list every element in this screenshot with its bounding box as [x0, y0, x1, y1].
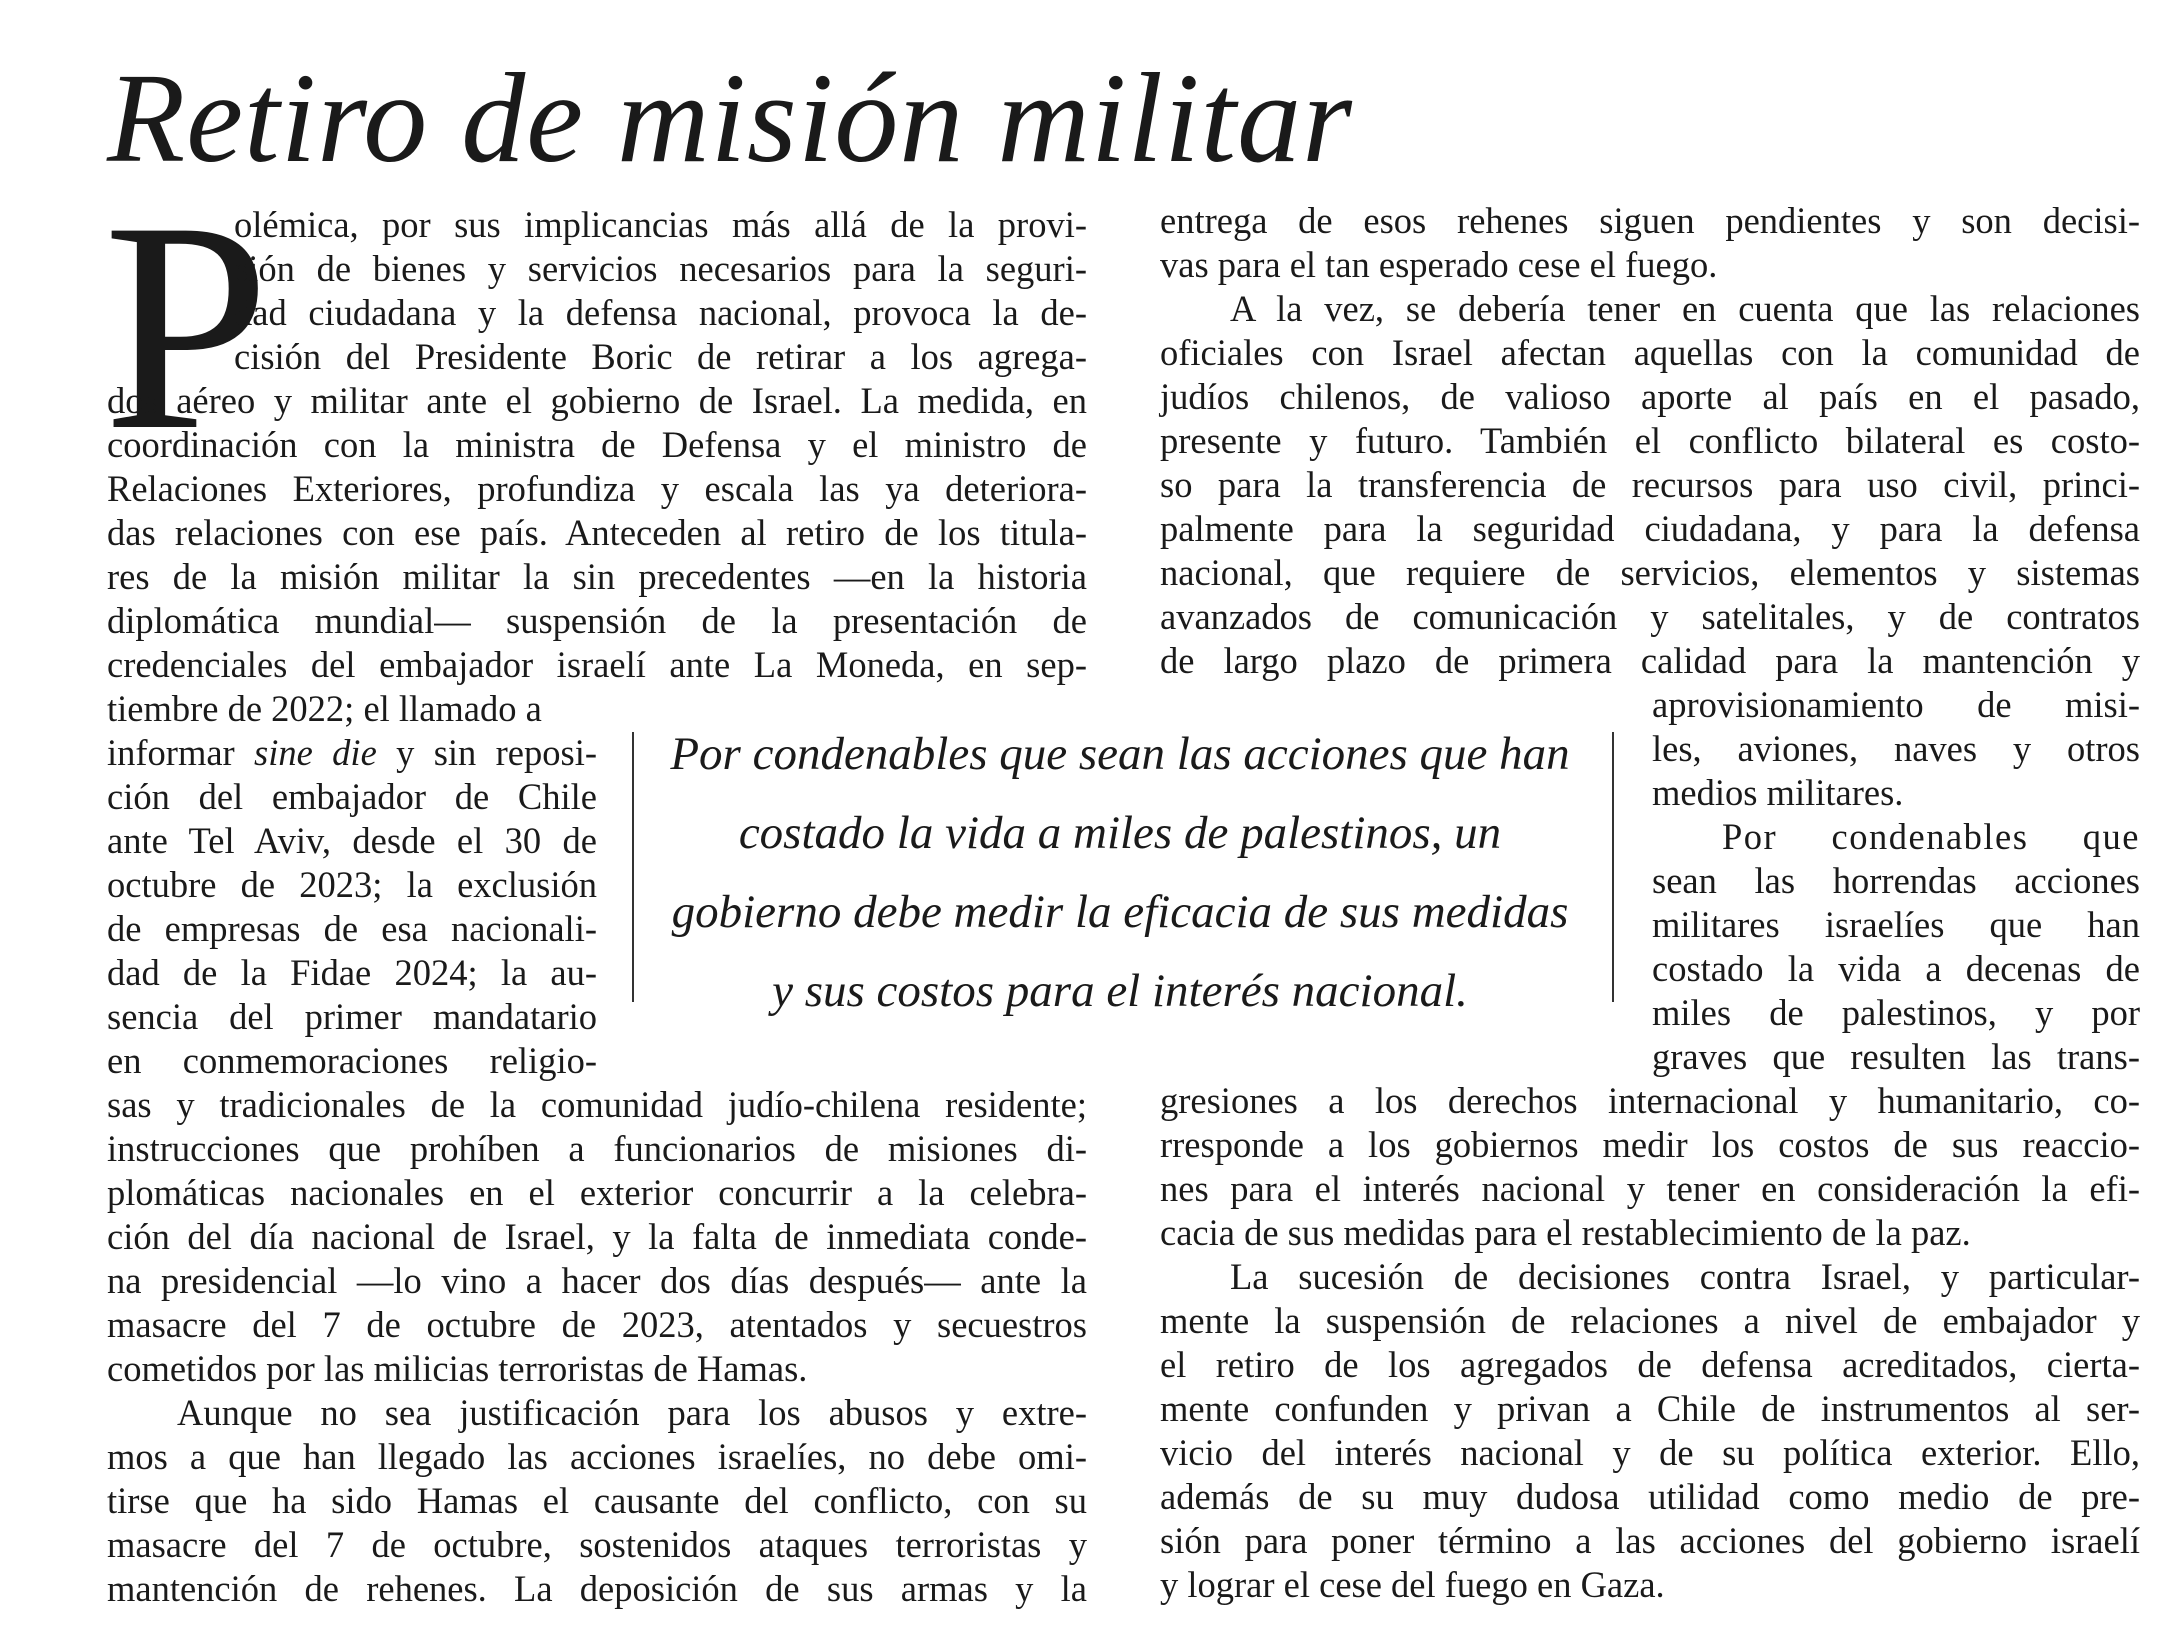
body-line: mos a que han llegado las acciones israelíes, no debe omi-	[107, 1436, 1087, 1477]
body-line: instrucciones que prohíben a funcionarios de misiones di-	[107, 1128, 1087, 1169]
body-line: dos aéreo y militar ante el gobierno de Israel. La medida, en	[107, 380, 1087, 421]
headline: Retiro de misión militar	[107, 47, 1353, 189]
body-line: medios militares.	[1652, 772, 1904, 813]
body-text: informar	[107, 732, 255, 773]
body-line: militares israelíes que han	[1652, 904, 2140, 945]
pull-quote-line: gobierno debe medir la eficacia de sus medidas	[671, 886, 1569, 938]
body-line: coordinación con la ministra de Defensa y el ministro de	[107, 424, 1087, 465]
body-line: en conmemoraciones religio-	[107, 1040, 597, 1081]
body-line: mente confunden y privan a Chile de instrumentos al ser-	[1160, 1388, 2140, 1429]
body-line: mente la suspensión de relaciones a nivel de embajador y	[1160, 1300, 2140, 1341]
pull-quote-rule-right	[1612, 732, 1614, 1002]
body-line: aprovisionamiento de misi-	[1652, 684, 2140, 725]
pull-quote-line: Por condenables que sean las acciones que han	[670, 728, 1570, 780]
body-line: les, aviones, naves y otros	[1652, 728, 2140, 769]
body-line: Relaciones Exteriores, profundiza y escala las ya deteriora-	[107, 468, 1087, 509]
body-line: palmente para la seguridad ciudadana, y para la defensa	[1160, 508, 2140, 549]
body-line: ción del embajador de Chile	[107, 776, 597, 817]
body-line: vicio del interés nacional y de su política exterior. Ello,	[1160, 1432, 2140, 1473]
drop-cap: P	[103, 160, 270, 492]
body-line: sión para poner término a las acciones del gobierno israelí	[1160, 1520, 2140, 1561]
body-line: graves que resulten las trans-	[1652, 1036, 2140, 1077]
body-line: sión de bienes y servicios necesarios para la seguri-	[234, 248, 1087, 289]
body-line: das relaciones con ese país. Anteceden al retiro de los titula-	[107, 512, 1087, 553]
body-line: Por condenables que	[1722, 816, 2140, 857]
body-line: cisión del Presidente Boric de retirar a los agrega-	[234, 336, 1087, 377]
body-line: judíos chilenos, de valioso aporte al país en el pasado,	[1160, 376, 2140, 417]
body-line: entrega de esos rehenes siguen pendientes y son decisi-	[1160, 200, 2140, 241]
body-line: además de su muy dudosa utilidad como medio de pre-	[1160, 1476, 2140, 1517]
body-line: vas para el tan esperado cese el fuego.	[1160, 244, 1718, 285]
body-line: ción del día nacional de Israel, y la falta de inmediata conde-	[107, 1216, 1087, 1257]
body-line: de largo plazo de primera calidad para la mantención y	[1160, 640, 2140, 681]
body-line: cometidos por las milicias terroristas de Hamas.	[107, 1348, 808, 1389]
body-line: gresiones a los derechos internacional y humanitario, co-	[1160, 1080, 2140, 1121]
body-line: de empresas de esa nacionali-	[107, 908, 597, 949]
body-line: el retiro de los agregados de defensa acreditados, cierta-	[1160, 1344, 2140, 1385]
body-text-italic: sine die	[254, 732, 377, 773]
body-line: Aunque no sea justificación para los abusos y extre-	[177, 1392, 1087, 1433]
body-line: A la vez, se debería tener en cuenta que las relaciones	[1230, 288, 2140, 329]
body-line: so para la transferencia de recursos para uso civil, princi-	[1160, 464, 2140, 505]
body-line: sas y tradicionales de la comunidad judío-chilena residente;	[107, 1084, 1087, 1125]
body-line: rresponde a los gobiernos medir los costos de sus reaccio-	[1160, 1124, 2140, 1165]
body-line: oficiales con Israel afectan aquellas con la comunidad de	[1160, 332, 2140, 373]
body-line: nacional, que requiere de servicios, elementos y sistemas	[1160, 552, 2140, 593]
body-line: presente y futuro. También el conflicto bilateral es costo-	[1160, 420, 2140, 461]
body-line: costado la vida a decenas de	[1652, 948, 2140, 989]
body-line: y lograr el cese del fuego en Gaza.	[1160, 1564, 1665, 1605]
body-line: dad ciudadana y la defensa nacional, provoca la de-	[234, 292, 1087, 333]
body-line: sean las horrendas acciones	[1652, 860, 2140, 901]
body-line: dad de la Fidae 2024; la au-	[107, 952, 597, 993]
body-line: mantención de rehenes. La deposición de sus armas y la	[107, 1568, 1087, 1609]
body-line: ante Tel Aviv, desde el 30 de	[107, 820, 597, 861]
body-line: diplomática mundial— suspensión de la presentación de	[107, 600, 1087, 641]
pull-quote-rule-left	[632, 732, 634, 1002]
pull-quote-line: costado la vida a miles de palestinos, un	[738, 807, 1502, 859]
body-line: cacia de sus medidas para el restablecimiento de la paz.	[1160, 1212, 1971, 1253]
body-line: tiembre de 2022; el llamado a	[107, 688, 542, 729]
body-line: credenciales del embajador israelí ante La Moneda, en sep-	[107, 644, 1087, 685]
pull-quote-line: y sus costos para el interés nacional.	[772, 965, 1468, 1017]
body-line: olémica, por sus implicancias más allá de la provi-	[234, 204, 1087, 245]
body-line: sencia del primer mandatario	[107, 996, 597, 1037]
body-line: avanzados de comunicación y satelitales, y de contratos	[1160, 596, 2140, 637]
body-line: plomáticas nacionales en el exterior concurrir a la celebra-	[107, 1172, 1087, 1213]
body-line: octubre de 2023; la exclusión	[107, 864, 597, 905]
body-line: nes para el interés nacional y tener en consideración la efi-	[1160, 1168, 2140, 1209]
body-line: miles de palestinos, y por	[1652, 992, 2140, 1033]
body-line: na presidencial —lo vino a hacer dos días después— ante la	[107, 1260, 1087, 1301]
body-line: masacre del 7 de octubre, sostenidos ataques terroristas y	[107, 1524, 1087, 1565]
body-line: tirse que ha sido Hamas el causante del conflicto, con su	[107, 1480, 1087, 1521]
body-text: y sin reposi-	[376, 732, 598, 773]
body-line: masacre del 7 de octubre de 2023, atentados y secuestros	[107, 1304, 1087, 1345]
body-line: res de la misión militar la sin precedentes —en la historia	[107, 556, 1087, 597]
body-line	[107, 731, 597, 775]
body-line: La sucesión de decisiones contra Israel, y particular-	[1230, 1256, 2140, 1297]
